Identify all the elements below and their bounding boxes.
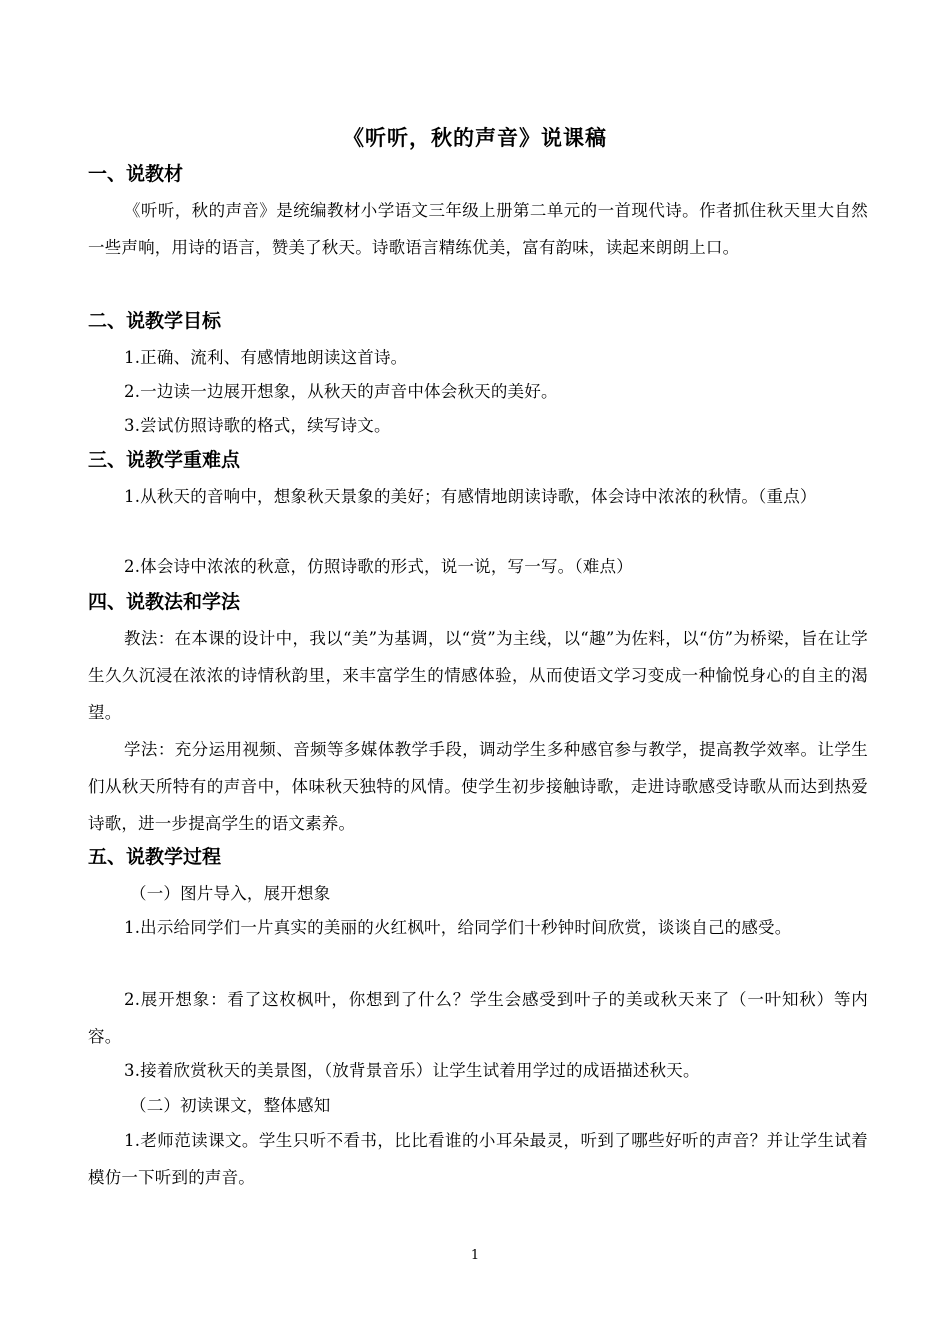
paragraph-step-1-heading: （一）图片导入，展开想象 bbox=[130, 884, 331, 903]
paragraph-goal-2: 2.一边读一边展开想象，从秋天的声音中体会秋天的美好。 bbox=[124, 382, 558, 401]
section-heading-key-points: 三、说教学重难点 bbox=[88, 449, 241, 471]
section-heading-methods: 四、说教法和学法 bbox=[88, 591, 241, 613]
paragraph-step-1-item-1: 1.出示给同学们一片真实的美丽的火红枫叶，给同学们十秒钟时间欣赏，谈谈自己的感受。 bbox=[124, 918, 792, 937]
paragraph-goal-3: 3.尝试仿照诗歌的格式，续写诗文。 bbox=[124, 416, 391, 435]
paragraph-textbook-intro: 《听听，秋的声音》是统编教材小学语文三年级上册第二单元的一首现代诗。作者抓住秋天里大自然一些声响，用诗的语言，赞美了秋天。诗歌语言精练优美，富有韵味，读起来朗朗上口。 bbox=[88, 201, 868, 257]
paragraph-step-1-item-2: 2.展开想象：看了这枚枫叶，你想到了什么？学生会感受到叶子的美或秋天来了（一叶知秋）等内容。 bbox=[88, 990, 868, 1046]
paragraph-key-point: 1.从秋天的音响中，想象秋天景象的美好；有感情地朗读诗歌，体会诗中浓浓的秋情。（重点） bbox=[124, 487, 817, 506]
section-heading-goals: 二、说教学目标 bbox=[88, 310, 222, 332]
paragraph-step-2-heading: （二）初读课文，整体感知 bbox=[130, 1096, 331, 1115]
section-heading-textbook: 一、说教材 bbox=[88, 163, 184, 185]
paragraph-step-2-item-1: 1.老师范读课文。学生只听不看书，比比看谁的小耳朵最灵，听到了哪些好听的声音？并让学生试着模仿一下听到的声音。 bbox=[88, 1131, 868, 1187]
page-number: 1 bbox=[470, 1248, 480, 1263]
paragraph-difficult-point: 2.体会诗中浓浓的秋意，仿照诗歌的形式，说一说，写一写。（难点） bbox=[124, 557, 633, 576]
document-title: 《听听，秋的声音》说课稿 bbox=[343, 126, 607, 150]
section-heading-process: 五、说教学过程 bbox=[88, 846, 222, 868]
paragraph-learning-method: 学法：充分运用视频、音频等多媒体教学手段，调动学生多种感官参与教学，提高教学效率。让学生们从秋天所特有的声音中，体味秋天独特的风情。使学生初步接触诗歌，走进诗歌感受诗歌从而达到热爱诗歌，进一步提高学生的语文素养。 bbox=[88, 740, 868, 833]
paragraph-step-1-item-3: 3.接着欣赏秋天的美景图，（放背景音乐）让学生试着用学过的成语描述秋天。 bbox=[124, 1061, 700, 1080]
paragraph-teaching-method: 教法：在本课的设计中，我以“美”为基调，以“赏”为主线，以“趣”为佐料，以“仿”为桥梁，旨在让学生久久沉浸在浓浓的诗情秋韵里，来丰富学生的情感体验，从而使语文学习变成一种愉悦身心的自主的渴望。 bbox=[88, 629, 868, 722]
paragraph-goal-1: 1.正确、流利、有感情地朗读这首诗。 bbox=[124, 348, 408, 367]
